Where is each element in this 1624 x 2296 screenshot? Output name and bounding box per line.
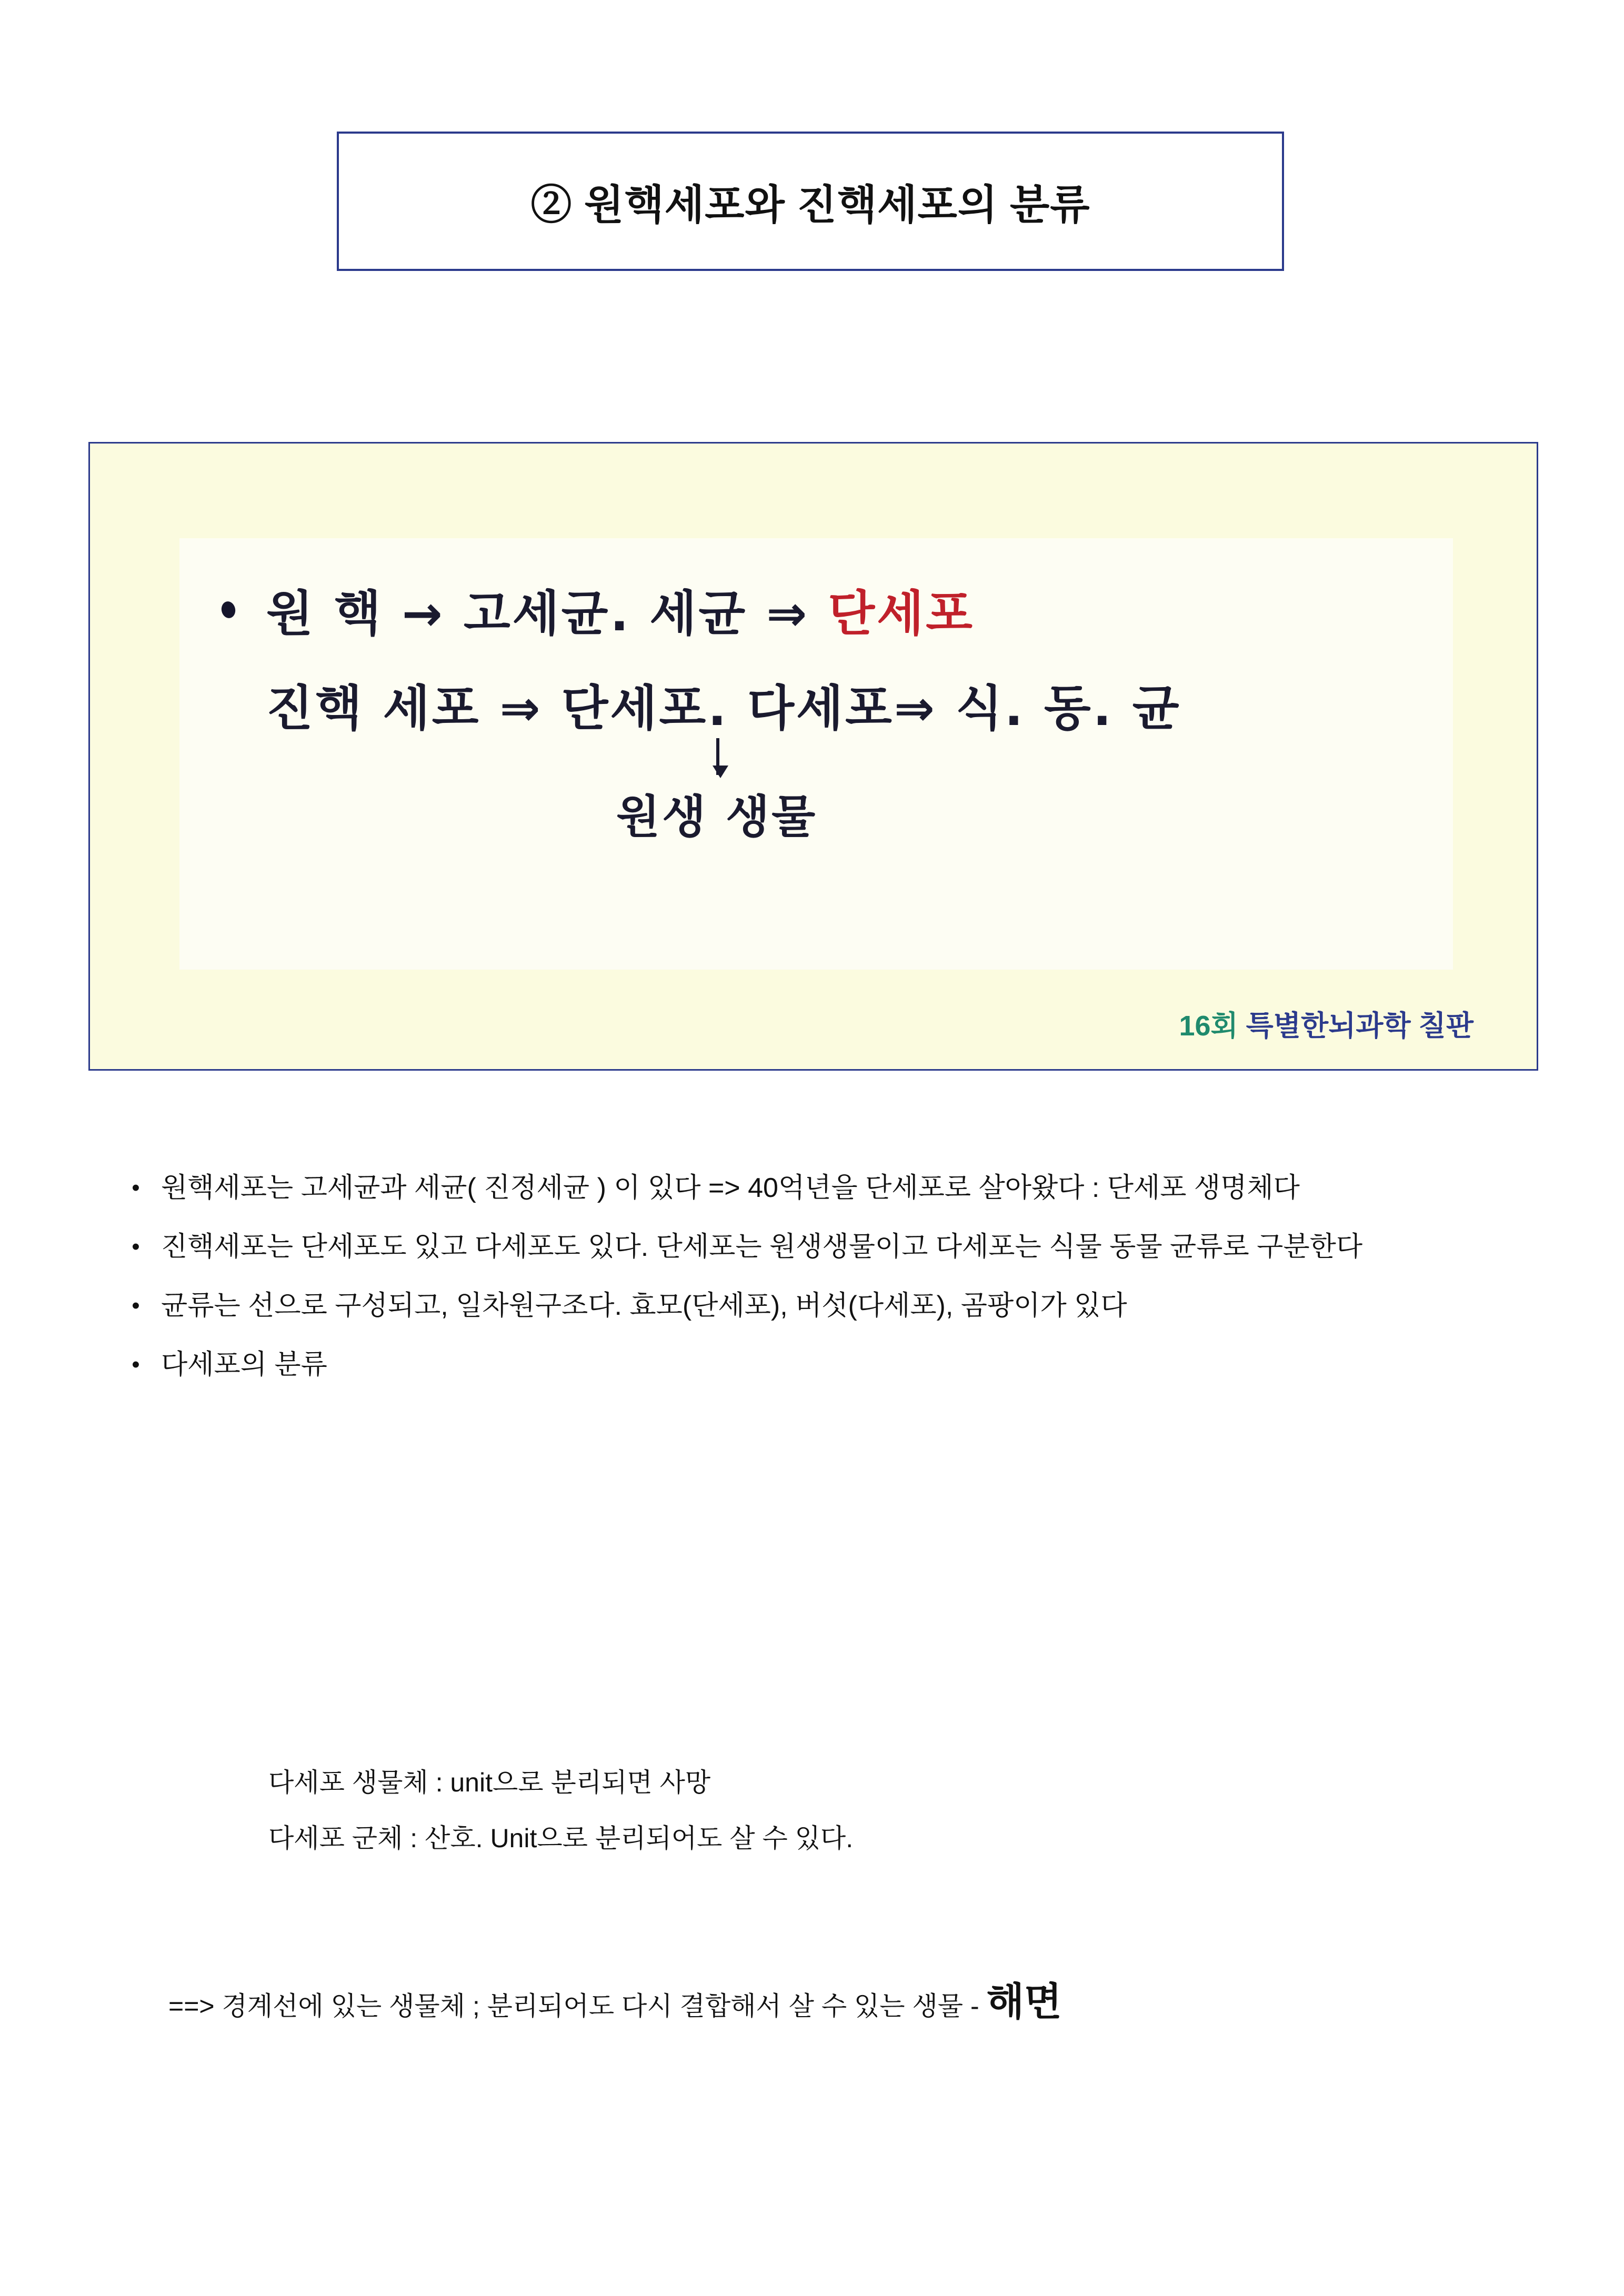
down-arrow-icon [716, 738, 719, 775]
list-item-text: 원핵세포는 고세균과 세균( 진정세균 ) 이 있다 => 40억년을 단세포로 살아왔다 : 단세포 생명체다 [161, 1173, 1300, 1203]
bullet-dot-icon [220, 600, 237, 620]
list-item [111, 1342, 1531, 1387]
page-title-box [337, 132, 1284, 271]
list-item-text: 다세포의 분류 [161, 1350, 327, 1380]
handwriting-line-1-red: 단세포 [828, 586, 975, 642]
list-item [111, 1224, 1531, 1270]
handwriting-line-3: 원생 생물 [616, 791, 818, 843]
bullet-marker: • [132, 1352, 140, 1377]
bullet-marker: • [132, 1175, 140, 1201]
bullet-marker: • [132, 1293, 140, 1318]
board-caption-number: 16회 [1179, 1010, 1246, 1042]
list-item-text: 진핵세포는 단세포도 있고 다세포도 있다. 단세포는 원생생물이고 다세포는 식물 동물 균류로 구분한다 [161, 1232, 1363, 1262]
handwritten-board-photo [179, 538, 1453, 970]
page-title: ② 원핵세포와 진핵세포의 분류 [530, 181, 1090, 228]
list-item [111, 1283, 1531, 1328]
board-caption-text: 특별한뇌과학 칠판 [1246, 1010, 1473, 1042]
handwriting-line-1-black: 원 핵 → 고세균. 세균 ⇒ [266, 586, 828, 642]
list-item [111, 1165, 1531, 1211]
definition-line: 다세포 생물체 : unit으로 분리되면 사망 [268, 1768, 711, 1797]
definitions-block [268, 1755, 1531, 1866]
handwriting-line-1 [266, 575, 975, 645]
blackboard-image-card [88, 442, 1538, 1071]
bullet-marker: • [132, 1234, 140, 1260]
conclusion-text: ==> 경계선에 있는 생물체 ; 분리되어도 다시 결합해서 살 수 있는 생물 - [168, 1991, 979, 2021]
notes-list [111, 1165, 1531, 1401]
handwriting-line-2: 진핵 세포 ⇒ 단세포. 다세포⇒ 식. 동. 균 [266, 680, 1181, 737]
board-caption [1179, 1003, 1473, 1044]
definition-line: 다세포 군체 : 산호. Unit으로 분리되어도 살 수 있다. [268, 1824, 854, 1853]
list-item-text: 균류는 선으로 구성되고, 일차원구조다. 효모(단세포), 버섯(다세포), 곰팡이가 있다 [161, 1291, 1127, 1321]
conclusion-line [168, 1981, 1537, 2027]
conclusion-emphasis: 해면 [986, 1980, 1062, 2023]
